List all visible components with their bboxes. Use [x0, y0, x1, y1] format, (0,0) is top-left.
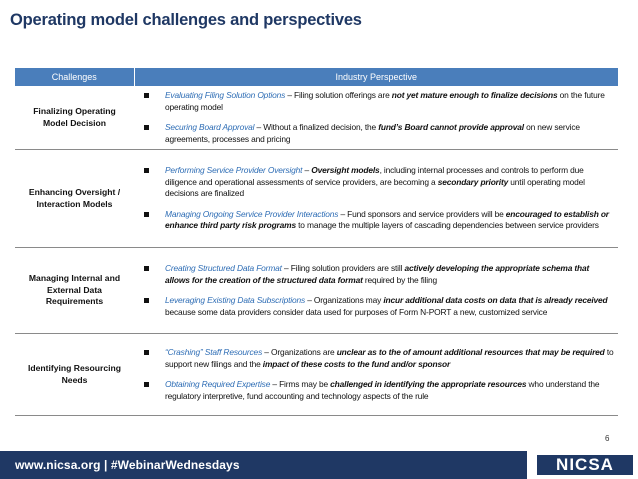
bullet-text: to manage the multiple layers of cascading dependencies between service providers: [295, 220, 599, 231]
table-header-row: [15, 68, 618, 86]
footer-text[interactable]: www.nicsa.org | #WebinarWednesdays: [15, 458, 240, 472]
bullet-text: –: [302, 165, 312, 176]
bullet-emphasis: encouraged to establish or enhance third party risk programs: [165, 208, 609, 231]
bullet-text: – Firms may be: [270, 379, 331, 389]
bullet-text: until operating model decisions are finalized: [165, 176, 585, 199]
bullet-topic: Managing Ongoing Service Provider Interactions: [165, 208, 339, 219]
bullet-topic: Obtaining Required Expertise: [165, 379, 271, 389]
bullet-emphasis: fund’s Board cannot provide approval: [378, 122, 524, 132]
bullet-square-icon: [144, 382, 149, 387]
footer-bar: [0, 451, 638, 479]
bullet-emphasis: challenged in identifying the appropriate resources: [330, 379, 527, 389]
perspective-cell: [134, 248, 618, 334]
perspective-bullet: [140, 263, 614, 286]
bullet-topic: Securing Board Approval: [165, 122, 255, 132]
header-industry-perspective: Industry Perspective: [134, 68, 618, 86]
bullet-text: who understand the regulatory interpretive, fund accounting and technology aspects of the rule: [165, 379, 600, 401]
perspective-cell: [134, 86, 618, 150]
table-row: [15, 150, 618, 248]
page-title: Operating model challenges and perspectives: [10, 11, 362, 29]
bullet-emphasis: secondary priority: [437, 176, 509, 187]
bullet-text: – Filing solution offerings are: [285, 90, 392, 100]
bullet-emphasis: actively developing the appropriate schema that allows for the creation of the structured data format: [165, 263, 590, 285]
challenges-table: [15, 68, 618, 416]
perspective-bullet: [140, 209, 614, 232]
perspective-bullet: [140, 122, 614, 145]
perspective-bullet: [140, 347, 614, 370]
page-number: 6: [605, 434, 610, 443]
bullet-square-icon: [144, 93, 149, 98]
bullet-text: – Organizations are: [262, 347, 337, 357]
perspective-cell: [134, 334, 618, 416]
nicsa-logo: [527, 451, 638, 479]
challenge-cell: Enhancing Oversight / Interaction Models: [15, 150, 134, 248]
bullet-text: – Organizations may: [305, 295, 384, 305]
challenge-cell: Identifying Resourcing Needs: [15, 334, 134, 416]
bullet-emphasis: Oversight models: [311, 165, 380, 176]
challenge-cell: Finalizing Operating Model Decision: [15, 86, 134, 150]
bullet-text: to support new filings and the: [165, 347, 614, 369]
table-row: [15, 86, 618, 150]
bullet-text: required by the filing: [362, 274, 438, 285]
bullet-square-icon: [144, 125, 149, 130]
bullet-topic: “Crashing” Staff Resources: [165, 347, 263, 357]
bullet-emphasis: incur additional data costs on data that is already received: [383, 295, 608, 305]
bullet-text: – Filing solution providers are still: [281, 263, 405, 273]
logo-text: NICSA: [537, 455, 633, 475]
perspective-cell: [134, 150, 618, 248]
bullet-topic: Evaluating Filing Solution Options: [165, 90, 286, 100]
bullet-topic: Leveraging Existing Data Subscriptions: [165, 295, 306, 305]
bullet-text: because some data providers consider data used for purposes of Form N-PORT a new, customized service: [165, 306, 548, 317]
bullet-emphasis: impact of these costs to the fund and/or sponsor: [262, 358, 451, 369]
table-row: [15, 334, 618, 416]
perspective-bullet: [140, 165, 614, 200]
header-challenges: Challenges: [15, 68, 134, 86]
bullet-square-icon: [144, 350, 149, 355]
bullet-square-icon: [144, 168, 149, 173]
table-row: [15, 248, 618, 334]
bullet-text: , including internal processes and controls to perform due diligence and operational assessments of service providers, are becoming a: [165, 165, 584, 187]
bullet-text: – Fund sponsors and service providers will be: [338, 208, 506, 219]
perspective-bullet: [140, 90, 614, 113]
bullet-emphasis: not yet mature enough to finalize decisions: [391, 90, 558, 100]
bullet-emphasis: unclear as to the of amount additional resources that may be required: [336, 347, 605, 357]
bullet-text: on new service agreements, processes and pricing: [165, 122, 580, 144]
bullet-square-icon: [144, 266, 149, 271]
bullet-square-icon: [144, 212, 149, 217]
perspective-bullet: [140, 295, 614, 318]
bullet-topic: Creating Structured Data Format: [165, 263, 282, 273]
bullet-text: – Without a finalized decision, the: [254, 122, 379, 132]
bullet-topic: Performing Service Provider Oversight: [165, 165, 303, 176]
challenge-cell: Managing Internal and External Data Requirements: [15, 248, 134, 334]
perspective-bullet: [140, 379, 614, 402]
bullet-text: on the future operating model: [165, 90, 605, 112]
bullet-square-icon: [144, 298, 149, 303]
